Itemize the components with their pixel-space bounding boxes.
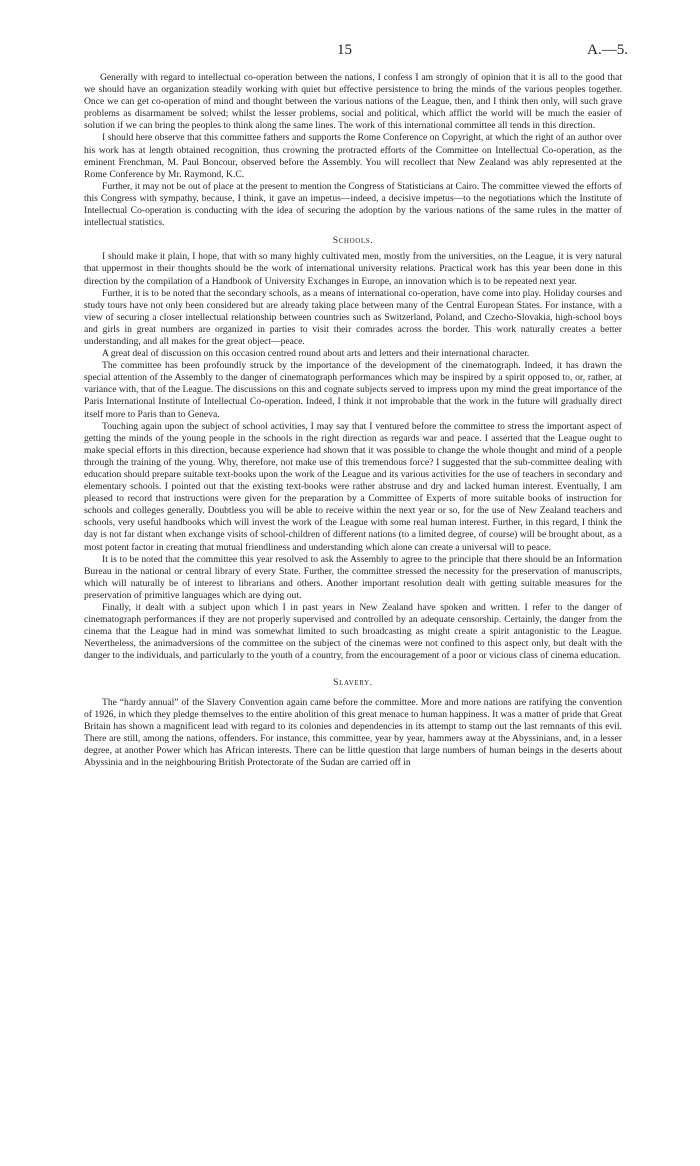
page-number: 15 (337, 42, 352, 58)
paragraph: It is to be noted that the committee this year resolved to ask the Assembly to agree to the principle that there should be an Information Bureau in the national or central library of every State. Further, the committee stressed the necessity for the preservation of manuscripts, which will naturally be of interest to librarians and others. Another important resolution dealt with getting suitable measures for the preservation of primitive languages which are dying out. (84, 553, 622, 601)
section-heading-schools: Schools. (332, 235, 374, 247)
paragraph: The committee has been profoundly struck by the importance of the development of the cinematograph. Indeed, it has drawn the special attention of the Assembly to the danger of cinematograph performances which may be inspired by a spirit opposed to, or, rather, at variance with, that of the League. The discussions on this and cognate subjects served to impress upon my mind the great importance of the Paris International Institute of Intellectual Co-operation. Indeed, I think it not improbable that the work in the future will gradually direct itself more to Paris than to Geneva. (84, 360, 622, 420)
paragraph: I should here observe that this committee fathers and supports the Rome Conference on Copyright, at which the right of an author over his work has at length obtained recognition, thus crowning the protracted efforts of the Committee on Intellectual Co-operation, as the eminent Frenchman, M. Paul Boncour, observed before the Assembly. You will recollect that New Zealand was ably represented at the Rome Conference by Mr. Raymond, K.C. (84, 132, 622, 180)
paragraph: I should make it plain, I hope, that with so many highly cultivated men, mostly from the universities, on the League, it is very natural that uppermost in their thoughts should be the work of international university relations. Practical work has this year been done in this direction by the compilation of a Handbook of University Exchanges in Europe, an innovation which is to be repeated next year. (84, 251, 622, 287)
paragraph: Further, it is to be noted that the secondary schools, as a means of international co-operation, have come into play. Holiday courses and study tours have not only been considered but are already taking place between many of the Central European States. For instance, with a view of securing a closer intellectual relationship between countries such as Switzerland, Poland, and Czecho-Slovakia, high-school boys and girls in great numbers are organized in parties to visit their comrades across the border. This work naturally creates a better understanding, and all makes for the great object—peace. (84, 287, 622, 347)
paragraph: Finally, it dealt with a subject upon which I in past years in New Zealand have spoken and written. I refer to the danger of cinematograph performances if they are not properly supervised and controlled by an adequate censorship. Certainly, the danger from the cinema that the League had in mind was somewhat limited to such broadcasting as might create a spirit antagonistic to the League. Nevertheless, the animadversions of the committee on the subject of the cinemas were not confined to this aspect only, but dealt with the danger to the individuals, and particularly to the youth of a country, from the encouragement of a poor or vicious class of cinema education. (84, 602, 622, 662)
paragraph: Further, it may not be out of place at the present to mention the Congress of Statisticians at Cairo. The committee viewed the efforts of this Congress with sympathy, because, I think, it gave an impetus—indeed, a decisive impetus—to the negotiations which the Institute of Intellectual Co-operation is conducting with the idea of securing the adoption by the various nations of the same rules in the matter of intellectual statistics. (84, 180, 622, 229)
body-text (84, 72, 622, 769)
paragraph: Generally with regard to intellectual co-operation between the nations, I confess I am strongly of opinion that it is all to the good that we should have an organization steadily working with quiet but effective persistence to bring the minds of the various peoples together. Once we can get co-operation of mind and thought between the various nations of the League, then, and I think then only, will such grave problems as disarmament be solved; whilst the lesser problems, social and political, which afflict the world will be much the easier of solution if we can bring the peoples to think along the same lines. The work of this international committee all tends in this direction. (84, 72, 622, 132)
sheet-reference: A.—5. (587, 42, 628, 58)
section-heading-slavery: Slavery. (333, 676, 373, 688)
paragraph: A great deal of discussion on this occasion centred round about arts and letters and their international character. (102, 348, 530, 360)
paragraph: Touching again upon the subject of school activities, I may say that I ventured before the committee to stress the important aspect of getting the minds of the young people in the schools in the right direction as regards war and peace. I asserted that the League ought to make special efforts in this direction, because experience had shown that it was possible to change the whole thought and mind of a people through the training of the young. Why, therefore, not make use of this tremendous force? I suggested that the sub-committee dealing with education should prepare suitable text-books upon the work of the League and its various activities for the use of teachers in secondary and elementary schools. I pointed out that the existing text-books were rather abstruse and dry and lacked human interest. Eventually, I am pleased to record that instructions were given for the preparation by a Committee of Experts of more suitable books of instruction for schools and colleges generally. Doubtless you will be able to receive within the next year or so, for the use of New Zealand teachers and schools, very useful handbooks which will invest the work of the League with some real human interest. Further, in this regard, I think the day is not far distant when exchange visits of school-children of different nations (to a limited degree, of course) will be brought about, as a most potent factor in creating that mutual friendliness and understanding which alone can create a universal will to peace. (84, 420, 622, 553)
paragraph: The “hardy annual” of the Slavery Convention again came before the committee. More and more nations are ratifying the convention of 1926, in which they pledge themselves to the entire abolition of this great menace to human happiness. It was a matter of pride that Great Britain has shown a magnificent lead with regard to its colonies and dependencies in its attempt to stamp out the last remnants of this evil. There are still, among the nations, offenders. For instance, this committee, year by year, hammers away at the Abyssinians, and, in a lesser degree, at another Power which has African interests. There can be little question that large numbers of human beings in the deserts about Abyssinia and in the neighbouring British Protectorate of the Sudan are carried off in (84, 696, 622, 769)
